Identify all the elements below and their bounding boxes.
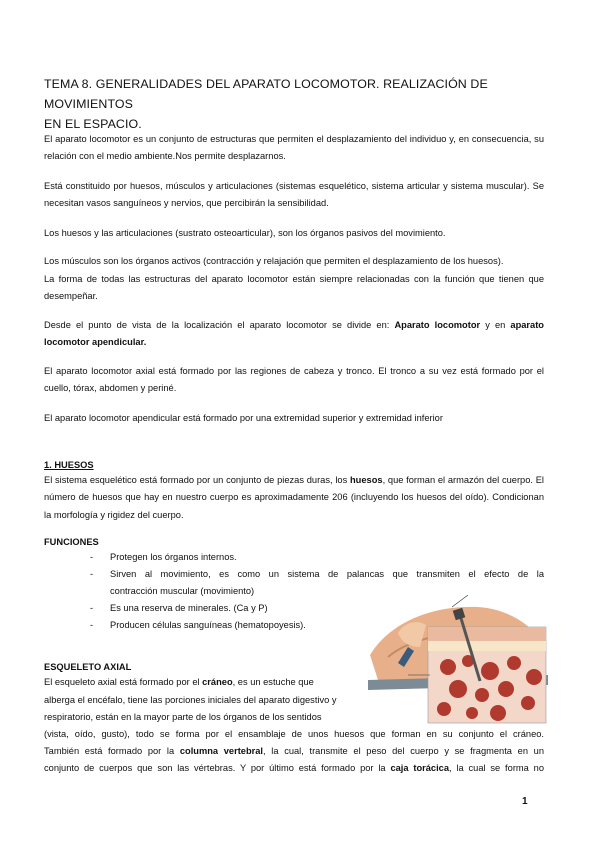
intro-paragraph-5 [44,317,544,352]
huesos-text-start: El sistema esquelético está formado por un conjunto de piezas duras, los [44,475,350,485]
esq-l6-end: , la cual se forma no [449,763,545,773]
intro-paragraph-1: El aparato locomotor es un conjunto de estructuras que permiten el desplazamiento del individuo y, en consecuencia, su relación con el medio ambiente.Nos permite desplazarnos. [44,134,544,162]
page-number: 1 [522,796,528,807]
list-item-continuation: contracción muscular (movimiento) [110,586,255,596]
esq-l1-start: El esqueleto axial está formado por el [44,677,203,687]
p5-bold-2: aparato locomotor apendicular. [44,320,544,348]
title-line-1: TEMA 8. GENERALIDADES DEL APARATO LOCOMOTOR. REALIZACIÓN DE MOVIMIENTOS [44,77,488,111]
esq-l5-end: , la cual, transmite el peso del cuerpo y se fragmenta en un [263,746,545,756]
list-item-text: Sirven al movimiento, es como un sistema de palancas que transmiten el efecto de la [110,569,544,579]
huesos-text-end: , que forman el armazón del cuerpo. El número de huesos que hay en nuestro cuerpo es aproximadamente 206 (incluyendo los huesos del oído). Condicionan la morfología y rigidez del cuerpo. [44,475,544,520]
esqueleto-line-1 [44,674,359,691]
p5-bold-1: Aparato locomotor [394,320,481,330]
section-heading-esqueleto-axial: ESQUELETO AXIAL [44,662,132,672]
esqueleto-line-5 [44,743,544,760]
list-item-text: Es una reserva de minerales. (Ca y P) [110,603,268,613]
esq-l1-end: , es un estuche que [232,677,314,687]
esq-l6-bold: caja torácica [390,763,450,773]
list-dash: - [90,552,94,562]
intro-paragraph-7: El aparato locomotor apendicular está formado por una extremidad superior y extremidad inferior [44,413,443,423]
p5-text-start: Desde el punto de vista de la localización el aparato locomotor se divide en: [44,320,395,330]
list-item-text: Producen células sanguíneas (hematopoyesis). [110,620,306,630]
esqueleto-line-2: alberga el encéfalo, tiene las porciones iniciales del aparato digestivo y [44,695,337,705]
bone-marrow-biopsy-illustration [368,585,548,725]
intro-paragraph-6: El aparato locomotor axial está formado por las regiones de cabeza y tronco. El tronco a su vez está formado por el cuello, tórax, abdomen y periné. [44,366,544,394]
esq-l6-start: conjunto de cuerpos que son las vértebras. Y por último está formado por la [44,763,391,773]
intro-paragraph-3: Los huesos y las articulaciones (sustrato osteoarticular), son los órganos pasivos del movimiento. [44,228,446,238]
list-dash: - [90,620,94,630]
p5-text-mid: y en [480,320,511,330]
esqueleto-line-6 [44,760,544,777]
esq-l5-bold: columna vertebral [179,746,264,756]
intro-paragraph-2: Está constituido por huesos, músculos y articulaciones (sistemas esquelético, sistema articular y sistema muscular). Se necesitan vasos sanguíneos y nervios, que percibirán la sensibilidad. [44,181,544,209]
list-dash: - [90,603,94,613]
document-title [44,74,554,134]
huesos-paragraph [44,472,544,524]
intro-paragraph-4a: Los músculos son los órganos activos (contracción y relajación que permiten el desplazamiento de los huesos). [44,256,504,266]
title-line-2: EN EL ESPACIO. [44,117,142,131]
esqueleto-line-4: (vista, oído, gusto), todo se forma por el ensamblaje de unos huesos que forman en su conjunto el cráneo. [44,729,544,739]
esq-l5-start: También está formado por la [44,746,180,756]
esq-l1-bold: cráneo [202,677,233,687]
huesos-bold: huesos [350,475,383,485]
list-item-text: Protegen los órganos internos. [110,552,237,562]
section-heading-huesos: 1. HUESOS [44,460,94,470]
intro-paragraph-4b: La forma de todas las estructuras del aparato locomotor están siempre relacionadas con la función que tienen que desempeñar. [44,274,544,302]
section-heading-funciones: FUNCIONES [44,537,99,547]
esqueleto-line-3: respiratorio, están en la mayor parte de los órganos de los sentidos [44,712,322,722]
list-dash: - [90,569,94,579]
